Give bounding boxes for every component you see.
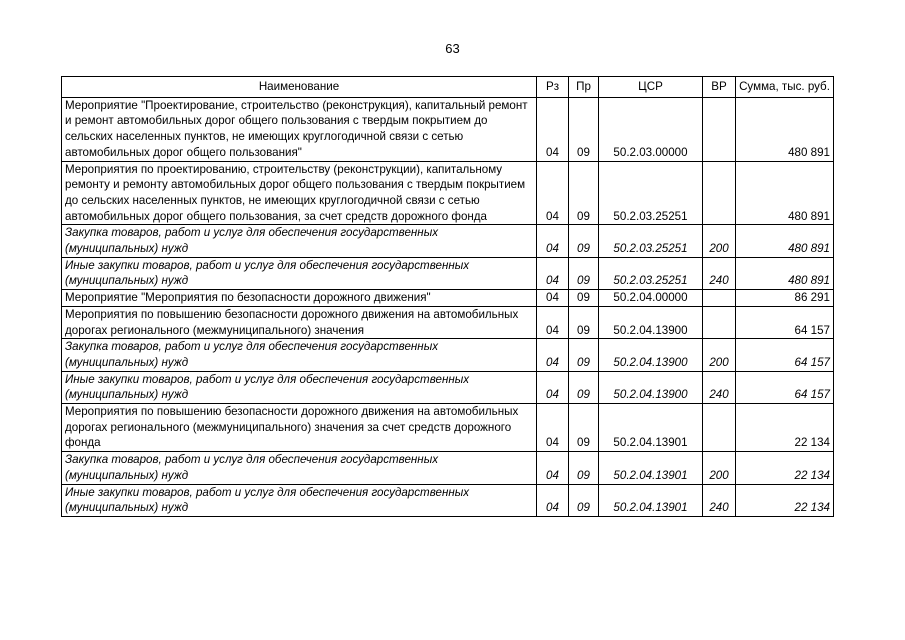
row-rz-cell: 04 (537, 306, 569, 338)
row-rz-cell: 04 (537, 225, 569, 257)
row-vr-cell: 200 (703, 225, 736, 257)
row-csr-cell: 50.2.03.25251 (599, 257, 703, 289)
row-vr-cell (703, 97, 736, 161)
row-rz-cell: 04 (537, 371, 569, 403)
row-sum-cell: 480 891 (736, 97, 834, 161)
column-header-csr: ЦСР (599, 77, 703, 98)
row-vr-cell: 240 (703, 371, 736, 403)
page-number: 63 (445, 41, 460, 56)
row-csr-cell: 50.2.03.25251 (599, 161, 703, 225)
row-name-cell: Закупка товаров, работ и услуг для обеспечения государственных (муниципальных) нужд (62, 452, 537, 484)
table-row (62, 161, 834, 225)
row-vr-cell: 200 (703, 452, 736, 484)
row-csr-cell: 50.2.04.13901 (599, 404, 703, 452)
table-row (62, 257, 834, 289)
column-header-vr: ВР (703, 77, 736, 98)
row-name-cell: Иные закупки товаров, работ и услуг для обеспечения государственных (муниципальных) нужд (62, 371, 537, 403)
row-name-cell: Мероприятие "Проектирование, строительство (реконструкция), капитальный ремонт и ремонт автомобильных дорог общего пользования с твердым покрытием до сельских населенных пунктов, не имеющих круглогодичной связи с сетью автомобильных дорог общего пользования" (62, 97, 537, 161)
row-vr-cell (703, 404, 736, 452)
row-sum-cell: 22 134 (736, 484, 834, 516)
row-vr-cell (703, 161, 736, 225)
row-name-cell: Иные закупки товаров, работ и услуг для обеспечения государственных (муниципальных) нужд (62, 484, 537, 516)
row-csr-cell: 50.2.04.13900 (599, 306, 703, 338)
row-vr-cell (703, 306, 736, 338)
row-pr-cell: 09 (569, 484, 599, 516)
table-row (62, 97, 834, 161)
table-row (62, 339, 834, 371)
column-header-sum: Сумма, тыс. руб. (736, 77, 834, 98)
row-name-cell: Мероприятия по повышению безопасности дорожного движения на автомобильных дорогах регионального (межмуниципального) значения (62, 306, 537, 338)
table-row (62, 371, 834, 403)
row-csr-cell: 50.2.04.13900 (599, 339, 703, 371)
row-pr-cell: 09 (569, 290, 599, 307)
row-sum-cell: 64 157 (736, 339, 834, 371)
row-name-cell: Мероприятия по проектированию, строительству (реконструкции), капитальному ремонту и ремонту автомобильных дорог общего пользования с твердым покрытием до сельских населенных пунктов, не имеющих круглогодичной связи с сетью автомобильных дорог общего пользования, за счет средств дорожного фонда (62, 161, 537, 225)
row-pr-cell: 09 (569, 452, 599, 484)
row-pr-cell: 09 (569, 404, 599, 452)
row-sum-cell: 480 891 (736, 161, 834, 225)
row-rz-cell: 04 (537, 339, 569, 371)
row-rz-cell: 04 (537, 484, 569, 516)
row-vr-cell: 240 (703, 484, 736, 516)
row-sum-cell: 22 134 (736, 452, 834, 484)
row-rz-cell: 04 (537, 404, 569, 452)
column-header-name: Наименование (62, 77, 537, 98)
row-rz-cell: 04 (537, 97, 569, 161)
row-sum-cell: 22 134 (736, 404, 834, 452)
row-sum-cell: 86 291 (736, 290, 834, 307)
row-pr-cell: 09 (569, 225, 599, 257)
column-header-pr: Пр (569, 77, 599, 98)
table-header-row (62, 77, 834, 98)
row-pr-cell: 09 (569, 371, 599, 403)
row-name-cell: Иные закупки товаров, работ и услуг для обеспечения государственных (муниципальных) нужд (62, 257, 537, 289)
row-csr-cell: 50.2.04.13901 (599, 484, 703, 516)
row-vr-cell (703, 290, 736, 307)
row-pr-cell: 09 (569, 97, 599, 161)
row-pr-cell: 09 (569, 339, 599, 371)
row-vr-cell: 200 (703, 339, 736, 371)
row-rz-cell: 04 (537, 161, 569, 225)
row-name-cell: Закупка товаров, работ и услуг для обеспечения государственных (муниципальных) нужд (62, 339, 537, 371)
row-vr-cell: 240 (703, 257, 736, 289)
row-sum-cell: 64 157 (736, 371, 834, 403)
row-sum-cell: 64 157 (736, 306, 834, 338)
budget-table (61, 76, 834, 517)
row-rz-cell: 04 (537, 290, 569, 307)
column-header-rz: Рз (537, 77, 569, 98)
row-sum-cell: 480 891 (736, 225, 834, 257)
row-rz-cell: 04 (537, 257, 569, 289)
row-csr-cell: 50.2.04.13901 (599, 452, 703, 484)
table-row (62, 225, 834, 257)
table-row (62, 452, 834, 484)
table-row (62, 404, 834, 452)
row-pr-cell: 09 (569, 161, 599, 225)
row-pr-cell: 09 (569, 257, 599, 289)
row-sum-cell: 480 891 (736, 257, 834, 289)
row-csr-cell: 50.2.03.00000 (599, 97, 703, 161)
row-name-cell: Закупка товаров, работ и услуг для обеспечения государственных (муниципальных) нужд (62, 225, 537, 257)
table-row (62, 306, 834, 338)
row-pr-cell: 09 (569, 306, 599, 338)
row-csr-cell: 50.2.03.25251 (599, 225, 703, 257)
row-name-cell: Мероприятие "Мероприятия по безопасности дорожного движения" (62, 290, 537, 307)
row-name-cell: Мероприятия по повышению безопасности дорожного движения на автомобильных дорогах регионального (межмуниципального) значения за счет средств дорожного фонда (62, 404, 537, 452)
table-row (62, 290, 834, 307)
table-row (62, 484, 834, 516)
row-csr-cell: 50.2.04.00000 (599, 290, 703, 307)
row-rz-cell: 04 (537, 452, 569, 484)
row-csr-cell: 50.2.04.13900 (599, 371, 703, 403)
